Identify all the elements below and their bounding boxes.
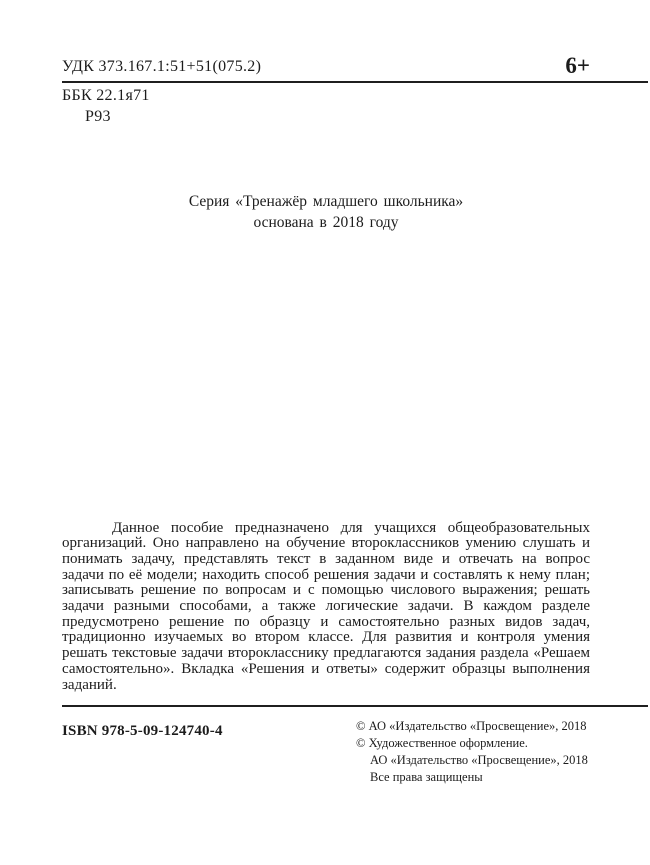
series-note bbox=[62, 191, 590, 233]
copyright-line: © АО «Издательство «Просвещение», 2018 bbox=[356, 718, 587, 733]
header-top-row bbox=[62, 53, 590, 78]
bbk-code: ББК 22.1я71 bbox=[62, 86, 150, 104]
imprint-footer bbox=[62, 718, 590, 786]
series-line-1: Серия «Тренажёр младшего школьника» bbox=[188, 192, 464, 210]
copyright-line: Все права защищены bbox=[370, 769, 483, 784]
annotation-paragraph: Данное пособие предназначено для учащихся общеобразовательных организаций. Оно направлено на обучение второклассников умению слушать и понимать задачу, представлять текст в заданном виде и отвечать на вопрос задачи по её модели; находить способ решения задачи и составлять к нему план; записывать решение по вопросам и с помощью числового выражения; решать задачи разными способами, а также логические задачи. В каждом разделе предусмотрено решение по образцу и самостоятельно разных видов задач, традиционно изучаемых во втором классе. Для развития и контроля умения решать текстовые задачи второкласснику предлагаются задания раздела «Решаем самостоятельно». Вкладка «Решения и ответы» содержит образцы выполнения заданий. bbox=[62, 519, 590, 693]
imprint-header bbox=[62, 53, 590, 127]
copyright-block bbox=[356, 718, 590, 786]
series-line-2: основана в 2018 году bbox=[253, 213, 399, 231]
top-divider bbox=[62, 81, 648, 83]
bottom-divider bbox=[62, 705, 648, 707]
age-rating-badge: 6+ bbox=[565, 53, 590, 78]
copyright-line: © Художественное оформление. bbox=[356, 735, 528, 750]
udk-code: УДК 373.167.1:51+51(075.2) bbox=[62, 58, 262, 75]
author-sign-code: Р93 bbox=[85, 107, 111, 125]
copyright-line: АО «Издательство «Просвещение», 2018 bbox=[370, 752, 588, 767]
isbn: ISBN 978-5-09-124740-4 bbox=[62, 722, 223, 739]
